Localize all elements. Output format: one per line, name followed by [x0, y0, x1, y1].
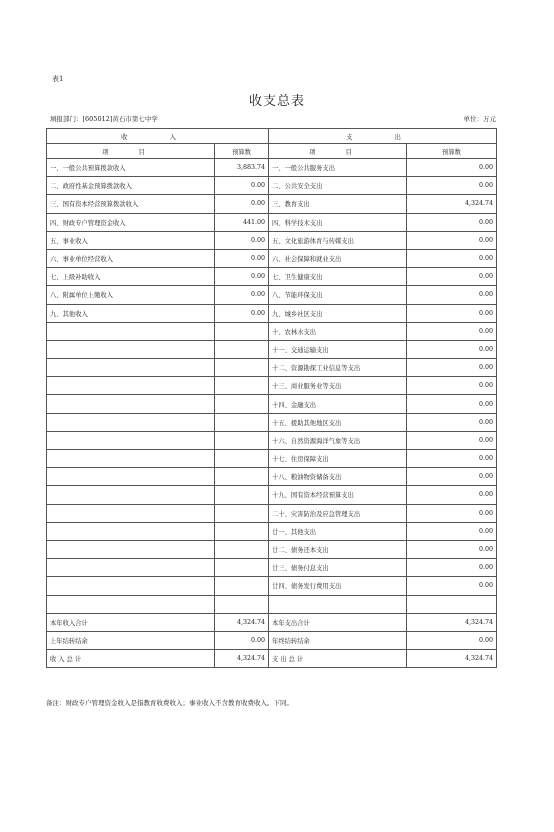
table-row	[47, 177, 497, 195]
income-amount-cell: 0.00	[215, 268, 269, 286]
table-row	[47, 231, 497, 249]
expense-amount-cell: 0.00	[407, 468, 497, 486]
expense-amount-cell: 0.00	[407, 486, 497, 504]
expense-amount-cell: 0.00	[407, 249, 497, 267]
income-amount-cell	[215, 540, 269, 558]
income-amount-cell	[215, 522, 269, 540]
expense-amount-cell: 0.00	[407, 359, 497, 377]
income-amount-cell: 3,883.74	[215, 159, 269, 177]
expense-amount-cell: 0.00	[407, 413, 497, 431]
table-row	[47, 559, 497, 577]
income-item-cell: 收 入 总 计	[47, 650, 215, 668]
table-row	[47, 249, 497, 267]
expense-amount-cell: 0.00	[407, 631, 497, 649]
expense-item-cell: 十八、粮油物资储备支出	[269, 468, 407, 486]
income-amount-cell	[215, 577, 269, 595]
unit-label: 单位：万元	[463, 115, 496, 123]
expense-amount-cell: 0.00	[407, 540, 497, 558]
expense-item-cell: 十四、金融支出	[269, 395, 407, 413]
expense-item-cell: 十二、资源勘探工业信息等支出	[269, 359, 407, 377]
expense-item-cell: 九、城乡社区支出	[269, 304, 407, 322]
expense-item-cell: 廿一、其他支出	[269, 522, 407, 540]
income-item-cell: 六、事业单位经营收入	[47, 249, 215, 267]
expense-amount-cell: 0.00	[407, 213, 497, 231]
expense-amount-cell: 0.00	[407, 340, 497, 358]
income-amount-cell: 0.00	[215, 304, 269, 322]
page-title: 收支总表	[248, 94, 305, 109]
income-amount-cell: 0.00	[215, 286, 269, 304]
expense-amount-cell: 0.00	[407, 504, 497, 522]
income-item-cell: 上年结转结余	[47, 631, 215, 649]
income-item-cell	[47, 395, 215, 413]
income-item-cell	[47, 431, 215, 449]
table-row	[47, 304, 497, 322]
expense-amount-cell: 0.00	[407, 522, 497, 540]
expense-amount-cell: 0.00	[407, 450, 497, 468]
column-header-row	[47, 144, 497, 159]
income-amount-cell: 441.00	[215, 213, 269, 231]
table-row	[47, 650, 497, 668]
expense-item-cell	[269, 595, 407, 613]
expense-item-header: 项 目	[269, 144, 407, 159]
income-item-cell: 本年收入合计	[47, 613, 215, 631]
table-row	[47, 631, 497, 649]
expense-item-cell: 三、教育支出	[269, 195, 407, 213]
table-row	[47, 213, 497, 231]
expense-item-cell: 廿三、债务付息支出	[269, 559, 407, 577]
expense-amount-cell: 4,324.74	[407, 613, 497, 631]
table-row	[47, 468, 497, 486]
income-amount-cell	[215, 559, 269, 577]
expense-item-cell: 五、文化旅游体育与传媒支出	[269, 231, 407, 249]
expense-amount-cell: 0.00	[407, 322, 497, 340]
income-amount-cell	[215, 322, 269, 340]
income-amount-cell	[215, 450, 269, 468]
table-row	[47, 377, 497, 395]
expense-amount-cell: 0.00	[407, 177, 497, 195]
income-item-cell	[47, 595, 215, 613]
table-row	[47, 613, 497, 631]
expense-amount-cell: 4,324.74	[407, 195, 497, 213]
expense-item-cell: 六、社会保障和就业支出	[269, 249, 407, 267]
table-row	[47, 540, 497, 558]
footnote: 备注：财政专户管理资金收入是指教育收费收入；事业收入不含教育收费收入。下同。	[46, 699, 293, 707]
table-row	[47, 340, 497, 358]
expense-item-cell: 年终结转结余	[269, 631, 407, 649]
expense-item-cell: 十一、交通运输支出	[269, 340, 407, 358]
expense-item-cell: 十九、国有资本经营预算支出	[269, 486, 407, 504]
expense-amount-cell: 4,324.74	[407, 650, 497, 668]
group-header-row	[47, 129, 497, 144]
expense-amount-cell: 0.00	[407, 395, 497, 413]
income-item-cell	[47, 340, 215, 358]
expense-group-header: 支 出	[269, 129, 497, 144]
income-amount-cell	[215, 377, 269, 395]
expense-item-cell: 四、科学技术支出	[269, 213, 407, 231]
income-amount-cell: 0.00	[215, 231, 269, 249]
table-row	[47, 450, 497, 468]
income-item-header: 项 目	[47, 144, 215, 159]
income-item-cell	[47, 559, 215, 577]
expense-item-cell: 十六、自然资源海洋气象等支出	[269, 431, 407, 449]
expense-budget-header: 预算数	[407, 144, 497, 159]
income-amount-cell	[215, 431, 269, 449]
income-item-cell: 四、财政专户管理资金收入	[47, 213, 215, 231]
income-amount-cell: 0.00	[215, 631, 269, 649]
expense-amount-cell: 0.00	[407, 268, 497, 286]
table-row	[47, 486, 497, 504]
income-amount-cell	[215, 468, 269, 486]
table-row	[47, 413, 497, 431]
table-row	[47, 595, 497, 613]
income-item-cell	[47, 322, 215, 340]
table-row	[47, 577, 497, 595]
income-item-cell	[47, 377, 215, 395]
expense-amount-cell: 0.00	[407, 286, 497, 304]
income-item-cell: 三、国有资本经营预算拨款收入	[47, 195, 215, 213]
table-row	[47, 322, 497, 340]
table-row	[47, 395, 497, 413]
income-amount-cell: 0.00	[215, 195, 269, 213]
expense-item-cell: 一、一般公共服务支出	[269, 159, 407, 177]
expense-item-cell: 十、农林水支出	[269, 322, 407, 340]
expense-amount-cell: 0.00	[407, 559, 497, 577]
expense-amount-cell: 0.00	[407, 577, 497, 595]
income-amount-cell	[215, 340, 269, 358]
income-amount-cell	[215, 486, 269, 504]
income-item-cell	[47, 504, 215, 522]
expense-amount-cell: 0.00	[407, 377, 497, 395]
expense-item-cell: 十五、援助其他地区支出	[269, 413, 407, 431]
income-amount-cell: 0.00	[215, 249, 269, 267]
table-row	[47, 195, 497, 213]
table-row	[47, 522, 497, 540]
income-item-cell: 七、上级补助收入	[47, 268, 215, 286]
income-item-cell: 八、附属单位上缴收入	[47, 286, 215, 304]
table-meta	[50, 111, 496, 123]
income-item-cell	[47, 522, 215, 540]
table-row	[47, 286, 497, 304]
expense-item-cell: 本年支出合计	[269, 613, 407, 631]
income-group-header: 收 入	[47, 129, 269, 144]
expense-item-cell: 二十、灾害防治及应急管理支出	[269, 504, 407, 522]
table-row	[47, 268, 497, 286]
income-item-cell: 二、政府性基金预算拨款收入	[47, 177, 215, 195]
expense-amount-cell: 0.00	[407, 304, 497, 322]
expense-item-cell: 八、节能环保支出	[269, 286, 407, 304]
expense-item-cell: 十三、商业服务业等支出	[269, 377, 407, 395]
expense-item-cell: 支 出 总 计	[269, 650, 407, 668]
expense-amount-cell: 0.00	[407, 431, 497, 449]
income-item-cell	[47, 413, 215, 431]
table-row	[47, 504, 497, 522]
income-amount-cell: 0.00	[215, 177, 269, 195]
expense-item-cell: 廿四、债务发行费用支出	[269, 577, 407, 595]
expense-item-cell: 七、卫生健康支出	[269, 268, 407, 286]
expense-item-cell: 廿二、债务还本支出	[269, 540, 407, 558]
expense-amount-cell: 0.00	[407, 159, 497, 177]
income-amount-cell: 4,324.74	[215, 650, 269, 668]
income-amount-cell	[215, 595, 269, 613]
expense-item-cell: 十七、住房保障支出	[269, 450, 407, 468]
income-item-cell	[47, 450, 215, 468]
table-row	[47, 359, 497, 377]
income-item-cell	[47, 486, 215, 504]
income-amount-cell: 4,324.74	[215, 613, 269, 631]
income-amount-cell	[215, 359, 269, 377]
table-number-label: 表1	[52, 75, 64, 83]
income-amount-cell	[215, 413, 269, 431]
income-budget-header: 预算数	[215, 144, 269, 159]
expense-amount-cell: 0.00	[407, 231, 497, 249]
reporting-department: 填报部门：[605012]黄石市第七中学	[50, 115, 158, 123]
budget-summary-table	[46, 128, 497, 668]
table-row	[47, 431, 497, 449]
table-row	[47, 159, 497, 177]
expense-amount-cell	[407, 595, 497, 613]
expense-item-cell: 二、公共安全支出	[269, 177, 407, 195]
income-item-cell	[47, 359, 215, 377]
income-item-cell: 五、事业收入	[47, 231, 215, 249]
income-item-cell	[47, 577, 215, 595]
income-amount-cell	[215, 395, 269, 413]
income-item-cell	[47, 540, 215, 558]
income-item-cell	[47, 468, 215, 486]
income-item-cell: 九、其他收入	[47, 304, 215, 322]
income-item-cell: 一、一般公共预算拨款收入	[47, 159, 215, 177]
income-amount-cell	[215, 504, 269, 522]
